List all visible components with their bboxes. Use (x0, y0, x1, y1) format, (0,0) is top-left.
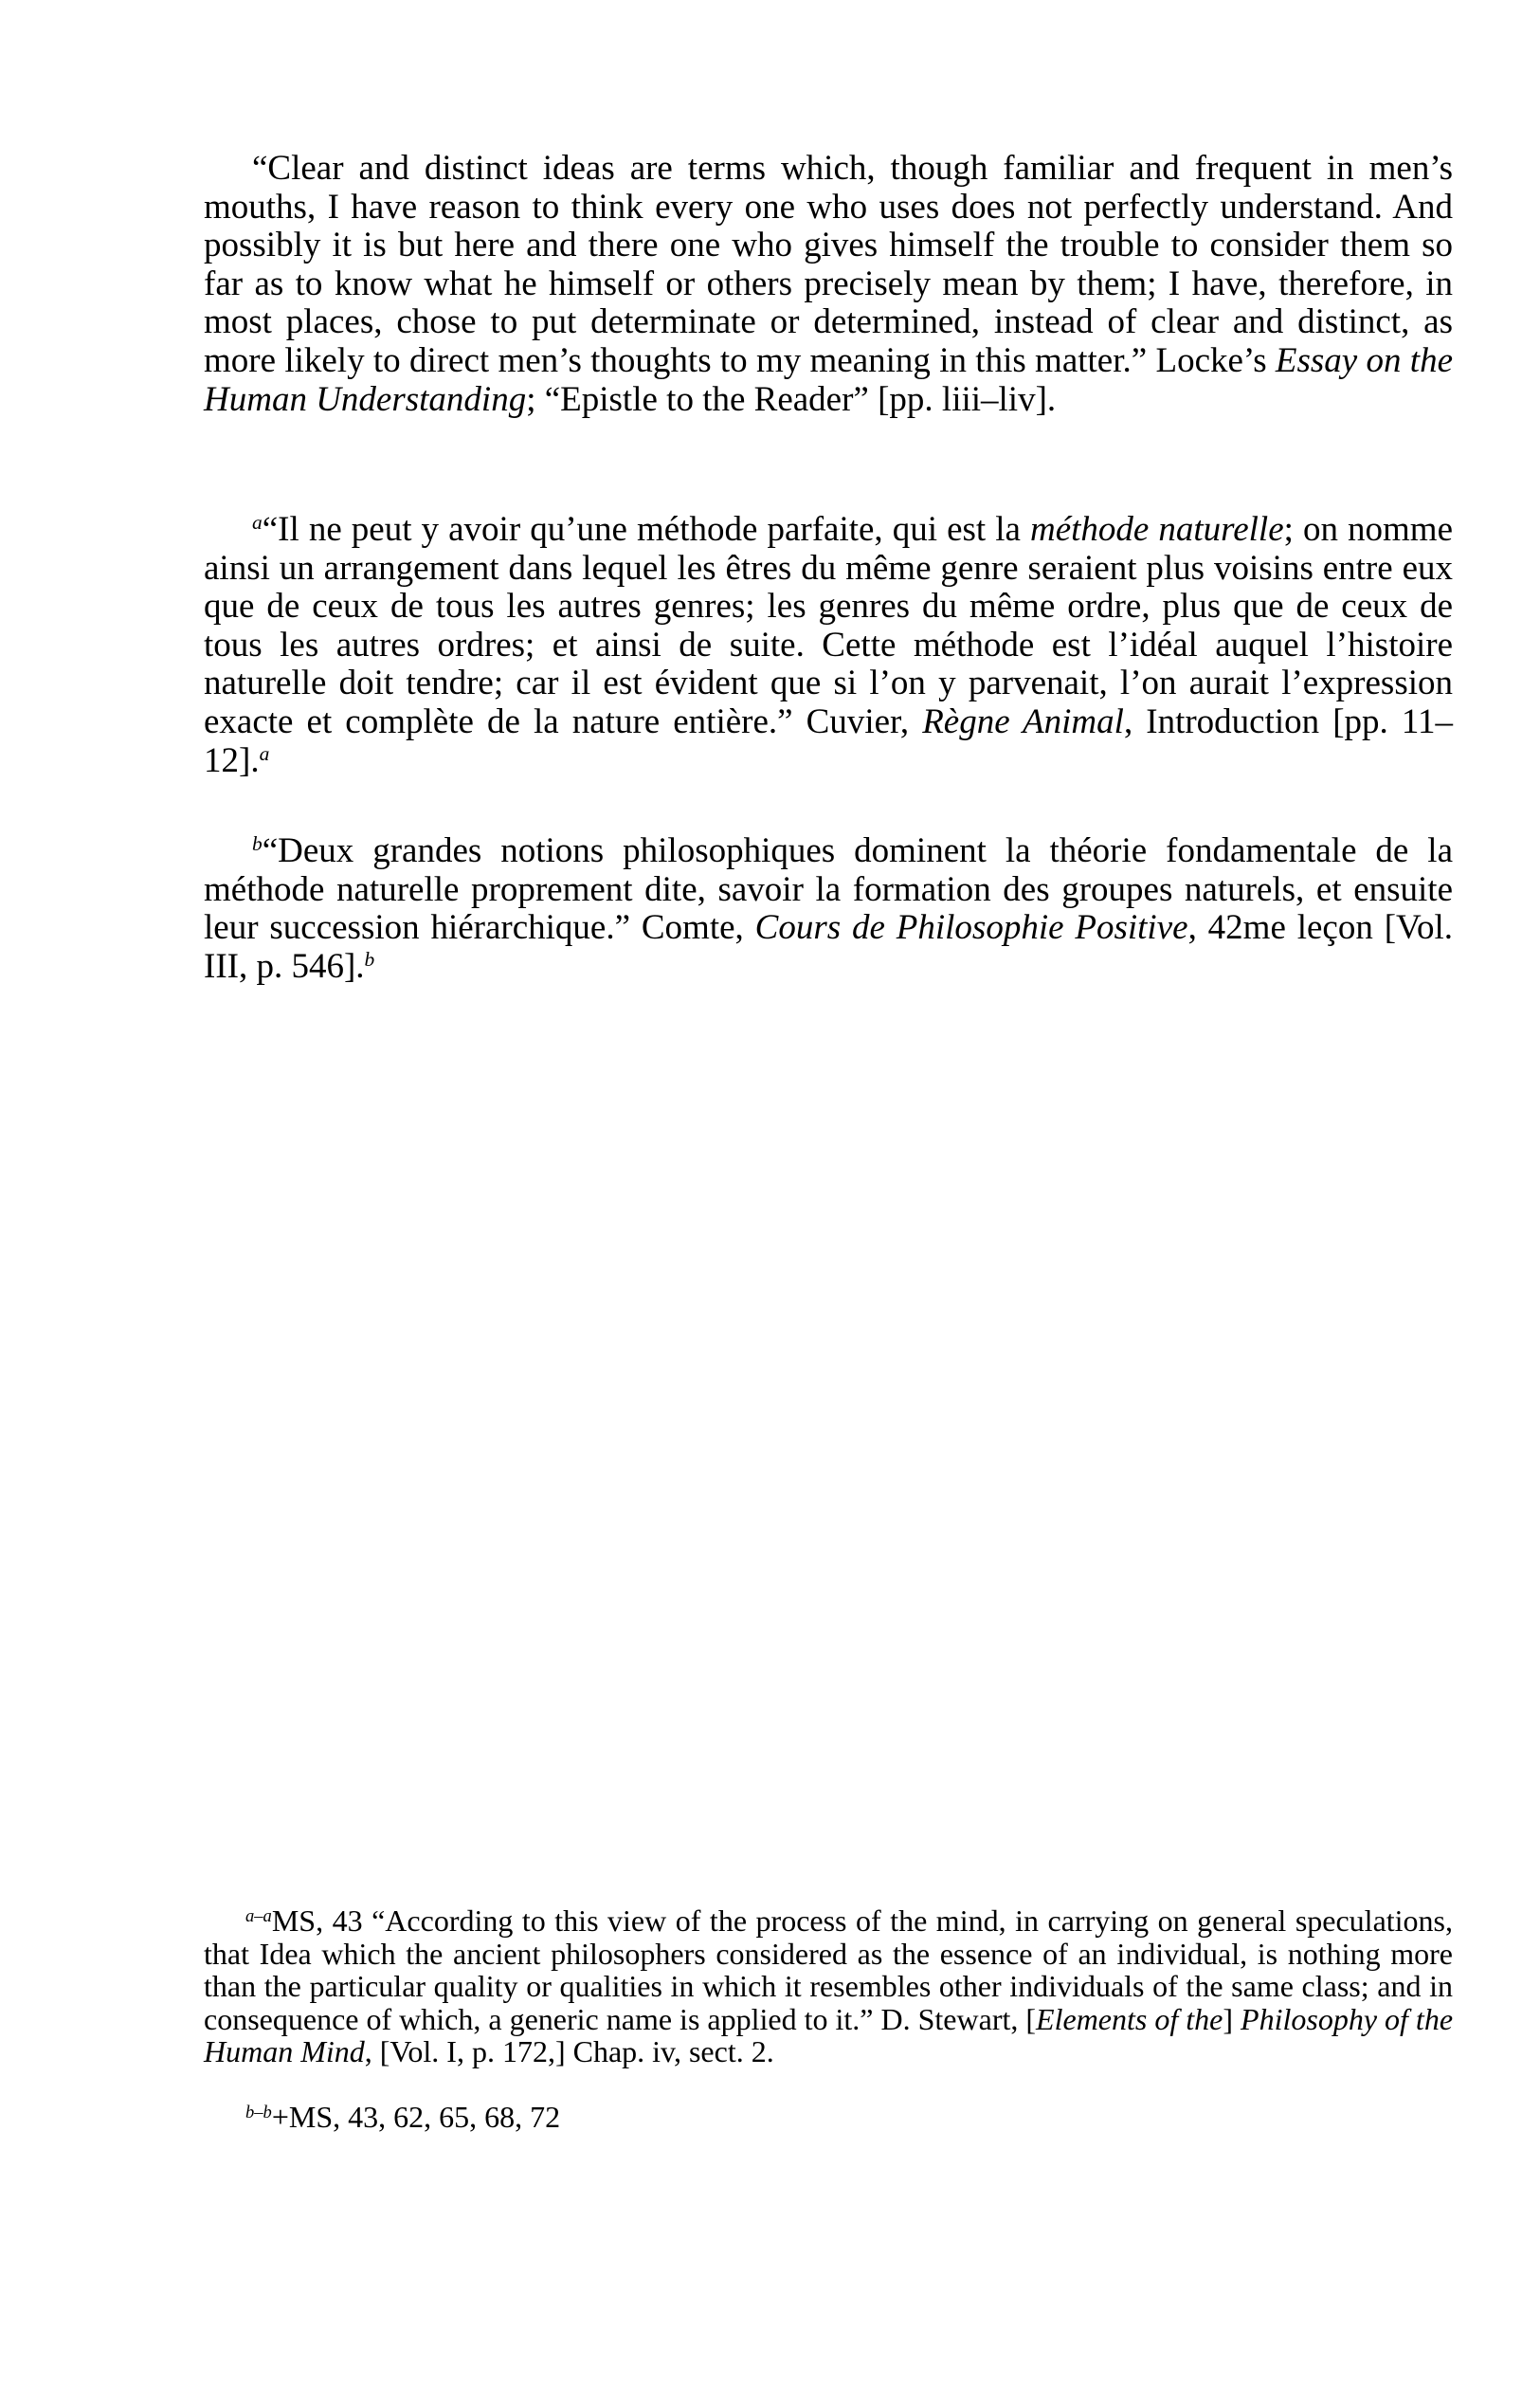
footnote-a (204, 1904, 1453, 2068)
footnote-b (204, 2101, 1453, 2134)
quote-cuvier-citation: , Introduction [pp. 11–12]. (204, 701, 1453, 780)
quote-cuvier-work: Règne Animal (922, 701, 1124, 741)
footnote-b-marker: b–b (245, 2102, 272, 2122)
quote-cuvier (204, 511, 1453, 780)
quote-cuvier-text-1: “Il ne peut y avoir qu’une méthode parfaite, qui est la (262, 510, 1030, 549)
quote-comte-text: “Deux grandes notions philosophiques dominent la théorie fondamentale de la méthode naturelle proprement dite, savoir la formation des groupes naturels, et ensuite leur succession hiérarchique.” Comte, (204, 831, 1453, 948)
quote-cuvier-emphasis: méthode naturelle (1030, 510, 1284, 549)
quote-locke-text: “Clear and distinct ideas are terms which, though familiar and frequent in men’s mouths, I have reason to think every one who uses does not perfectly understand. And possibly it is but here and there one who gives himself the trouble to consider them so far as to know what he himself or others precisely mean by them; I have, therefore, in most places, chose to put determinate or determined, instead of clear and distinct, as more likely to direct men’s thoughts to my meaning in this matter.” Locke’s (204, 149, 1453, 380)
footnote-a-text-2: ] (1223, 2001, 1241, 2036)
quote-comte (204, 832, 1453, 986)
footnote-b-text: +MS, 43, 62, 65, 68, 72 (271, 2100, 561, 2134)
footnote-a-marker: a–a (245, 1905, 272, 1926)
edit-marker-b-close: b (364, 947, 375, 971)
footnote-a-text-3: , [Vol. I, p. 172,] Chap. iv, sect. 2. (364, 2034, 774, 2068)
edit-marker-a-open: a (252, 511, 263, 535)
footnote-a-work-2: Philosophy of the Human Mind (204, 2001, 1454, 2068)
footnote-a-work-1: Elements of the (1036, 2001, 1223, 2036)
quote-locke (204, 150, 1453, 419)
footnote-a-text-1: MS, 43 “According to this view of the process of the mind, in carrying on general speculations, that Idea which the ancient philosophers considered as the essence of an individual, is nothing more than the particular quality or qualities in which it resembles other individuals of the same class; and in consequence of which, a generic name is applied to it.” D. Stewart, [ (204, 1903, 1453, 2036)
quote-locke-work: Essay on the Human Understanding (204, 340, 1453, 419)
quote-locke-citation: ; “Epistle to the Reader” [pp. liii–liv]. (526, 379, 1057, 419)
edit-marker-a-close: a (259, 741, 270, 765)
quote-cuvier-text-2: ; on nomme ainsi un arrangement dans lequel les êtres du même genre seraient plus voisins entre eux que de ceux de tous les autres genres; les genres du même ordre, plus que de ceux de tous les autres ordres; et ainsi de suite. Cette méthode est l’idéal auquel l’histoire naturelle doit tendre; car il est évident que si l’on y parvenait, l’on aurait l’expression exacte et complète de la nature entière.” Cuvier, (204, 510, 1454, 741)
quote-comte-work: Cours de Philosophie Positive (754, 908, 1188, 948)
quote-comte-citation: , 42me leçon [Vol. III, p. 546]. (204, 908, 1453, 986)
edit-marker-b-open: b (252, 832, 263, 856)
